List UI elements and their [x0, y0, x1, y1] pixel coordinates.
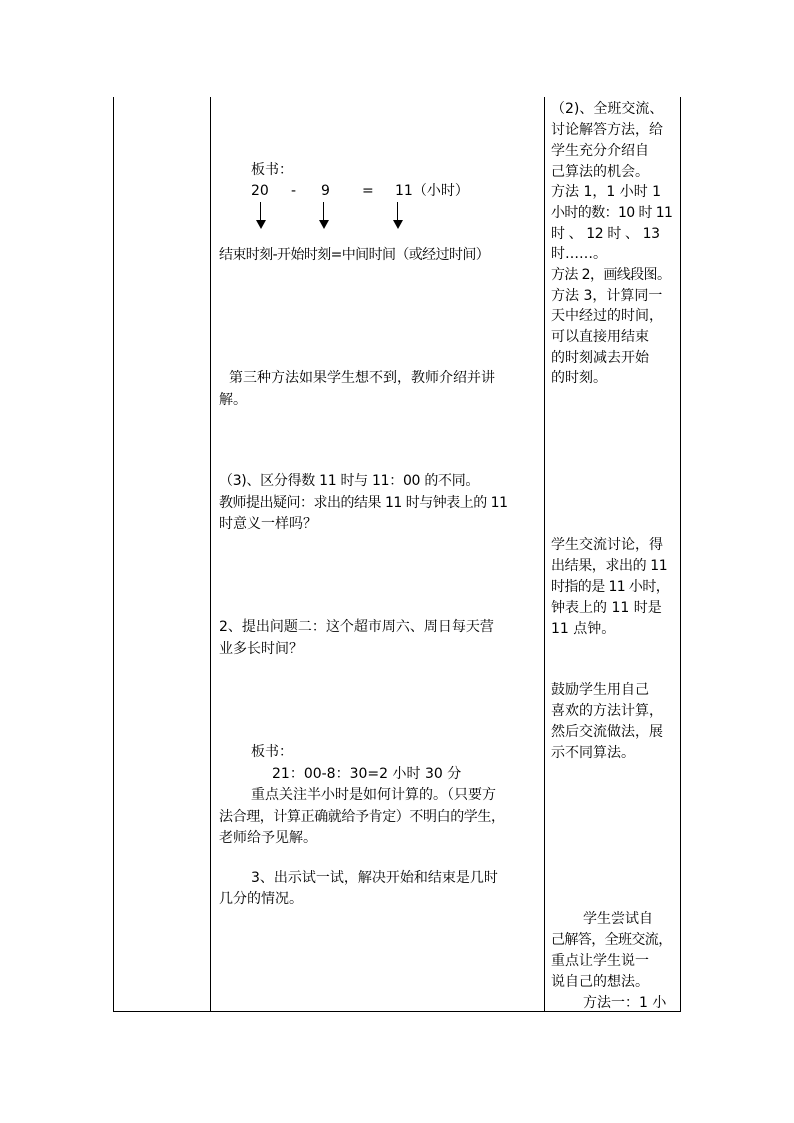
table-border-left [113, 97, 114, 1012]
equation-equals: = [362, 183, 374, 199]
problem2-line1: 2、提出问题二：这个超市周六、周日每天营 [219, 619, 494, 635]
discuss-line: 出结果，求出的 11 [551, 558, 668, 574]
right-line: 方法 1，1 小时 1 [551, 184, 662, 200]
encourage-line: 示不同算法。 [551, 745, 635, 761]
try-answer-line: 己解答，全班交流， [551, 932, 672, 948]
try-answer-line: 学生尝试自 [583, 911, 653, 927]
encourage-line: 然后交流做法，展 [551, 724, 663, 740]
problem2-line2: 业多长时间？ [219, 641, 303, 657]
encourage-line: 鼓励学生用自己 [551, 682, 649, 698]
right-line: 己算法的机会。 [551, 164, 649, 180]
discuss-line: 学生交流讨论，得 [551, 537, 663, 553]
right-line: 时 、 12 时 、 13 [551, 226, 660, 242]
equation-number-9: 9 [321, 183, 330, 199]
right-line: 的时刻。 [551, 370, 607, 386]
discuss-line: 时指的是 11 小时， [551, 579, 670, 595]
down-arrow-icon [255, 202, 267, 230]
board-label-1: 板书： [251, 162, 293, 178]
try-line2: 几分的情况。 [219, 891, 303, 907]
board2-equation: 21：00-8：30=2 小时 30 分 [272, 766, 462, 782]
focus-line1: 重点关注半小时是如何计算的。（只要方 [251, 787, 496, 803]
equation-result: 11（小时） [395, 183, 469, 199]
distinguish-title: （3)、区分得数 11 时与 11：00 的不同。 [219, 473, 480, 489]
try-answer-line: 方法一：1 小 [583, 995, 667, 1011]
focus-line2: 法合理，计算正确就给予肯定）不明白的学生， [219, 809, 505, 825]
focus-line3: 老师给予见解。 [219, 830, 317, 846]
right-line: 的时刻减去开始 [551, 350, 649, 366]
right-line: （2)、全班交流、 [551, 101, 664, 117]
right-line: 讨论解答方法，给 [551, 122, 663, 138]
right-line: 学生充分介绍自 [551, 143, 649, 159]
table-border-right [680, 97, 681, 1012]
column-divider-1 [210, 97, 211, 1012]
try-answer-line: 说自己的想法。 [551, 974, 649, 990]
question-line2: 时意义一样吗？ [219, 516, 317, 532]
right-line: 时……。 [551, 246, 607, 262]
equation-minus: - [291, 183, 297, 199]
right-line: 天中经过的时间， [551, 308, 663, 324]
formula-text: 结束时刻-开始时刻=中间时间（或经过时间） [219, 247, 490, 263]
right-line: 可以直接用结束 [551, 329, 649, 345]
encourage-line: 喜欢的方法计算， [551, 703, 663, 719]
method3-note-line2: 解。 [219, 392, 247, 408]
discuss-line: 11 点钟。 [551, 621, 616, 637]
question-line1: 教师提出疑问：求出的结果 11 时与钟表上的 11 [219, 495, 508, 511]
down-arrow-icon [392, 202, 404, 230]
right-line: 方法 2，画线段图。 [551, 267, 671, 283]
right-line: 方法 3，计算同一 [551, 288, 663, 304]
down-arrow-icon [318, 202, 330, 230]
board-label-2: 板书： [251, 744, 293, 760]
method3-note-line1: 第三种方法如果学生想不到，教师介绍并讲 [229, 370, 495, 386]
try-line1: 3、出示试一试，解决开始和结束是几时 [251, 870, 498, 886]
right-line: 小时的数：10 时 11 [551, 205, 673, 221]
try-answer-line: 重点让学生说一 [551, 953, 649, 969]
discuss-line: 钟表上的 11 时是 [551, 600, 662, 616]
column-divider-2 [544, 97, 545, 1012]
equation-number-20: 20 [251, 183, 269, 199]
